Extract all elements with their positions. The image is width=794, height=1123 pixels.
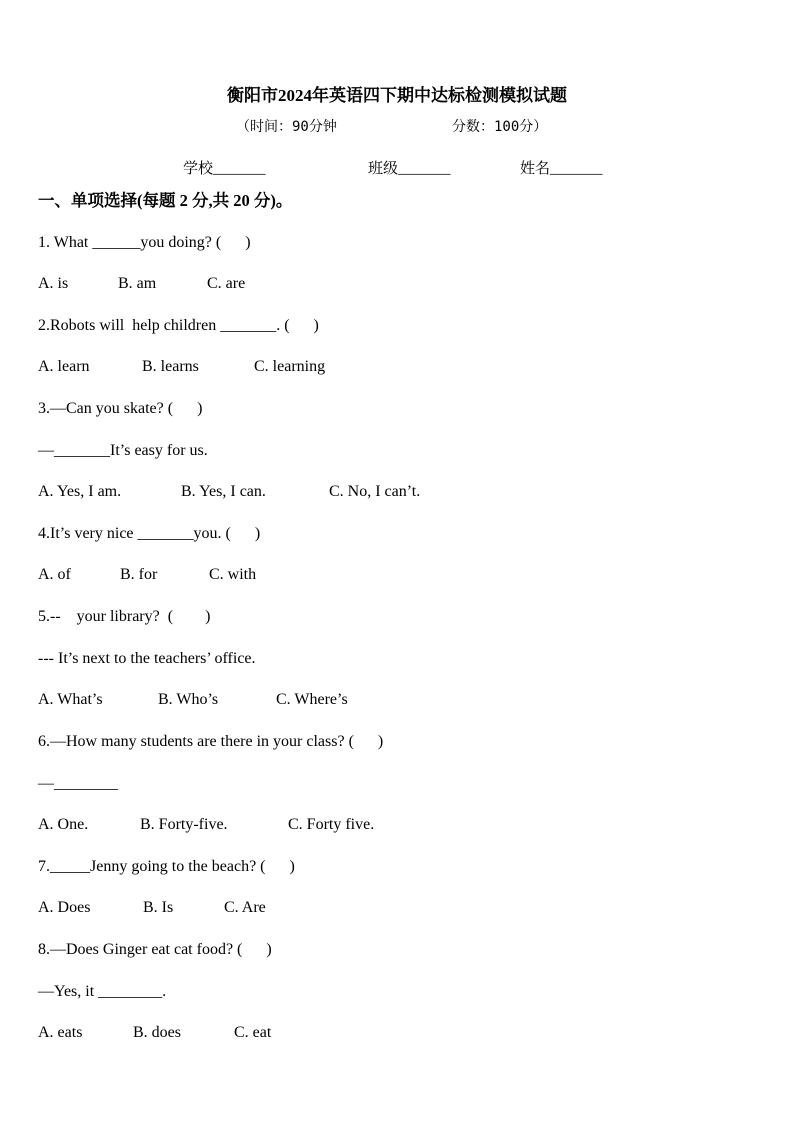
option-a: A. Does: [38, 899, 91, 916]
question-8-reply: —Yes, it ________.: [38, 983, 167, 1000]
option-a: A. learn: [38, 358, 90, 375]
option-a: A. is: [38, 275, 69, 292]
option-c: C. Where’s: [276, 691, 348, 708]
question-7: 7._____Jenny going to the beach? ( ): [38, 858, 295, 875]
option-c: C. eat: [234, 1024, 272, 1041]
option-a: A. eats: [38, 1024, 83, 1041]
option-b: B. Forty-five.: [140, 816, 228, 833]
question-4: 4.It’s very nice _______you. ( ): [38, 525, 261, 542]
question-2: 2.Robots will help children _______. ( ): [38, 317, 319, 334]
question-3-reply: —_______It’s easy for us.: [38, 442, 208, 459]
option-c: C. Are: [224, 899, 266, 916]
option-a: A. One.: [38, 816, 89, 833]
option-a: A. Yes, I am.: [38, 483, 122, 500]
option-a: A. of: [38, 566, 71, 583]
exam-time: （时间：90分钟: [236, 119, 337, 135]
option-b: B. Who’s: [158, 691, 219, 708]
option-b: B. Is: [143, 899, 174, 916]
option-a: A. What’s: [38, 691, 103, 708]
option-b: B. for: [120, 566, 158, 583]
question-1: 1. What ______you doing? ( ): [38, 234, 251, 251]
option-c: C. with: [209, 566, 257, 583]
question-6-reply: —________: [38, 775, 118, 792]
option-c: C. are: [207, 275, 246, 292]
question-5-reply: --- It’s next to the teachers’ office.: [38, 650, 256, 667]
section-title: 一、单项选择(每题 2 分,共 20 分)。: [38, 191, 293, 210]
option-c: C. learning: [254, 358, 326, 375]
school-field: 学校_______: [183, 161, 266, 177]
option-b: B. learns: [142, 358, 199, 375]
class-field: 班级_______: [368, 161, 451, 177]
question-3: 3.—Can you skate? ( ): [38, 400, 203, 417]
page-title: 衡阳市2024年英语四下期中达标检测模拟试题: [227, 86, 567, 105]
name-field: 姓名_______: [520, 161, 603, 177]
question-6: 6.—How many students are there in your class? ( ): [38, 733, 384, 750]
option-c: C. No, I can’t.: [329, 483, 421, 500]
question-5: 5.-- your library? ( ): [38, 608, 211, 625]
option-b: B. am: [118, 275, 157, 292]
option-b: B. does: [133, 1024, 181, 1041]
exam-score: 分数：100分）: [452, 119, 548, 135]
question-8: 8.—Does Ginger eat cat food? ( ): [38, 941, 272, 958]
option-c: C. Forty five.: [288, 816, 375, 833]
option-b: B. Yes, I can.: [181, 483, 266, 500]
